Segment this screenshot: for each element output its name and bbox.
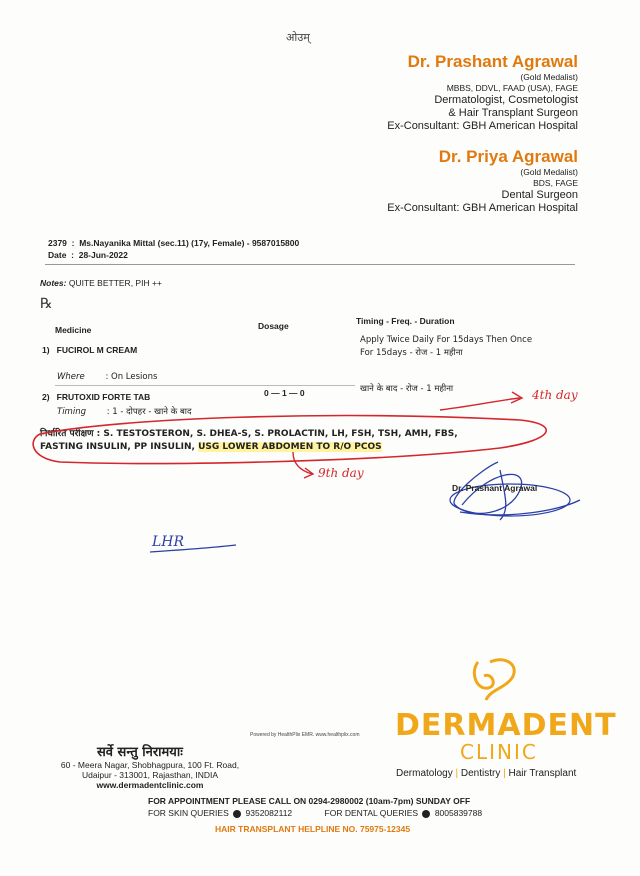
motto: सर्वे सन्तु निरामयाः xyxy=(97,745,183,760)
medicine-num: 2) xyxy=(42,392,50,402)
tests-line2 xyxy=(40,441,560,454)
skin-label: FOR SKIN QUERIES xyxy=(148,808,229,818)
rx-icon: ℞ xyxy=(40,296,53,312)
address-line: Udaipur - 313001, Rajasthan, INDIA xyxy=(81,770,219,780)
notes-label: Notes: xyxy=(40,278,67,288)
sub-value: : On Lesions xyxy=(105,372,158,382)
doctor-ex: Ex-Consultant: GBH American Hospital xyxy=(387,120,578,132)
date-label: Date xyxy=(48,250,67,260)
clinic-logo-sub: CLINIC xyxy=(460,740,538,764)
skin-number: 9352082112 xyxy=(245,808,293,818)
whatsapp-icon xyxy=(233,810,241,818)
doctor-ex: Ex-Consultant: GBH American Hospital xyxy=(387,202,578,214)
tag-item: Hair Transplant xyxy=(508,768,577,779)
patient-line: 2379 : Ms.Nayanika Mittal (sec.11) (17y, Female) - 9587015800 xyxy=(48,238,300,248)
divider xyxy=(45,264,575,265)
powered-by: Powered by HealthPlix EMR. www.healthplix.com xyxy=(250,732,360,738)
dental-label: FOR DENTAL QUERIES xyxy=(324,808,419,818)
doctor-degrees: BDS, FAGE xyxy=(533,178,578,188)
handwritten-note: 9th day xyxy=(318,466,364,480)
col-medicine: Medicine xyxy=(55,325,92,335)
col-dosage: Dosage xyxy=(258,321,289,331)
medicine-dosage: 0 — 1 — 0 xyxy=(264,388,305,398)
doctor-role: Dermatologist, Cosmetologist xyxy=(434,94,578,106)
doctor-block-2 xyxy=(387,147,578,215)
patient-id: 2379 xyxy=(48,238,67,248)
notes xyxy=(40,278,162,288)
doctor-role: & Hair Transplant Surgeon xyxy=(448,107,578,119)
notes-text: QUITE BETTER, PIH ++ xyxy=(68,278,162,288)
sub-label: Timing xyxy=(57,407,86,417)
om-symbol: ओउम् xyxy=(286,31,310,44)
divider xyxy=(55,385,355,386)
tests-line: निर्धारित परीक्षण : S. TESTOSTERON, S. DHEA-S, S. PROLACTIN, LH, FSH, TSH, AMH, FBS, xyxy=(40,429,458,439)
website-link[interactable]: www.dermadentclinic.com xyxy=(96,780,204,790)
medicine-timing: खाने के बाद - रोज - 1 महीना xyxy=(360,384,454,394)
doctor-block-1 xyxy=(387,52,578,133)
doctor-name: Dr. Prashant Agrawal xyxy=(407,52,578,71)
medicine-row xyxy=(42,345,137,355)
medicine-timing: Apply Twice Daily For 15days Then Once xyxy=(360,335,533,345)
sub-value: : 1 - दोपहर - खाने के बाद xyxy=(106,407,192,417)
col-timing: Timing - Freq. - Duration xyxy=(356,316,455,326)
helpline: HAIR TRANSPLANT HELPLINE NO. 75975-12345 xyxy=(215,824,411,834)
medicine-name: FUCIROL M CREAM xyxy=(56,345,138,355)
medicine-name: FRUTOXID FORTE TAB xyxy=(56,392,151,402)
patient-details: Ms.Nayanika Mittal (sec.11) (17y, Female) - 9587015800 xyxy=(79,238,300,248)
clinic-logo: DERMADENT xyxy=(395,708,617,743)
doctor-role: Dental Surgeon xyxy=(501,189,578,201)
medicine-num: 1) xyxy=(42,345,50,355)
address-block xyxy=(30,760,270,790)
doctor-name: Dr. Priya Agrawal xyxy=(438,147,578,166)
tag-item: Dermatology xyxy=(396,768,453,779)
investigations xyxy=(40,428,560,454)
date-value: 28-Jun-2022 xyxy=(78,250,128,260)
medicine-row xyxy=(42,392,150,402)
doctor-medal: (Gold Medalist) xyxy=(520,167,578,177)
dental-number: 8005839788 xyxy=(434,808,483,818)
sub-label: Where xyxy=(57,372,85,382)
queries-line xyxy=(148,808,482,818)
address-line: 60 - Meera Nagar, Shobhagpura, 100 Ft. Road, xyxy=(60,760,240,770)
tag-item: Dentistry xyxy=(460,768,501,779)
clinic-tagline: Dermatology | Dentistry | Hair Transplant xyxy=(396,768,577,779)
medicine-sub xyxy=(57,372,157,382)
signature-name: Dr. Prashant Agrawal xyxy=(452,483,538,493)
handwritten-note: LHR xyxy=(152,534,185,550)
appointment-line: FOR APPOINTMENT PLEASE CALL ON 0294-2980002 (10am-7pm) SUNDAY OFF xyxy=(148,796,471,806)
medicine-timing: For 15days - रोज - 1 महीना xyxy=(360,348,463,358)
date-line: Date : 28-Jun-2022 xyxy=(48,250,128,260)
whatsapp-icon xyxy=(422,810,430,818)
handwritten-note: 4th day xyxy=(532,388,578,402)
doctor-medal: (Gold Medalist) xyxy=(520,72,578,82)
highlighted-test: USG LOWER ABDOMEN TO R/O PCOS xyxy=(198,442,382,452)
medicine-sub xyxy=(57,406,192,417)
tests-line: FASTING INSULIN, PP INSULIN, xyxy=(40,442,195,452)
doctor-degrees: MBBS, DDVL, FAAD (USA), FAGE xyxy=(446,83,578,93)
